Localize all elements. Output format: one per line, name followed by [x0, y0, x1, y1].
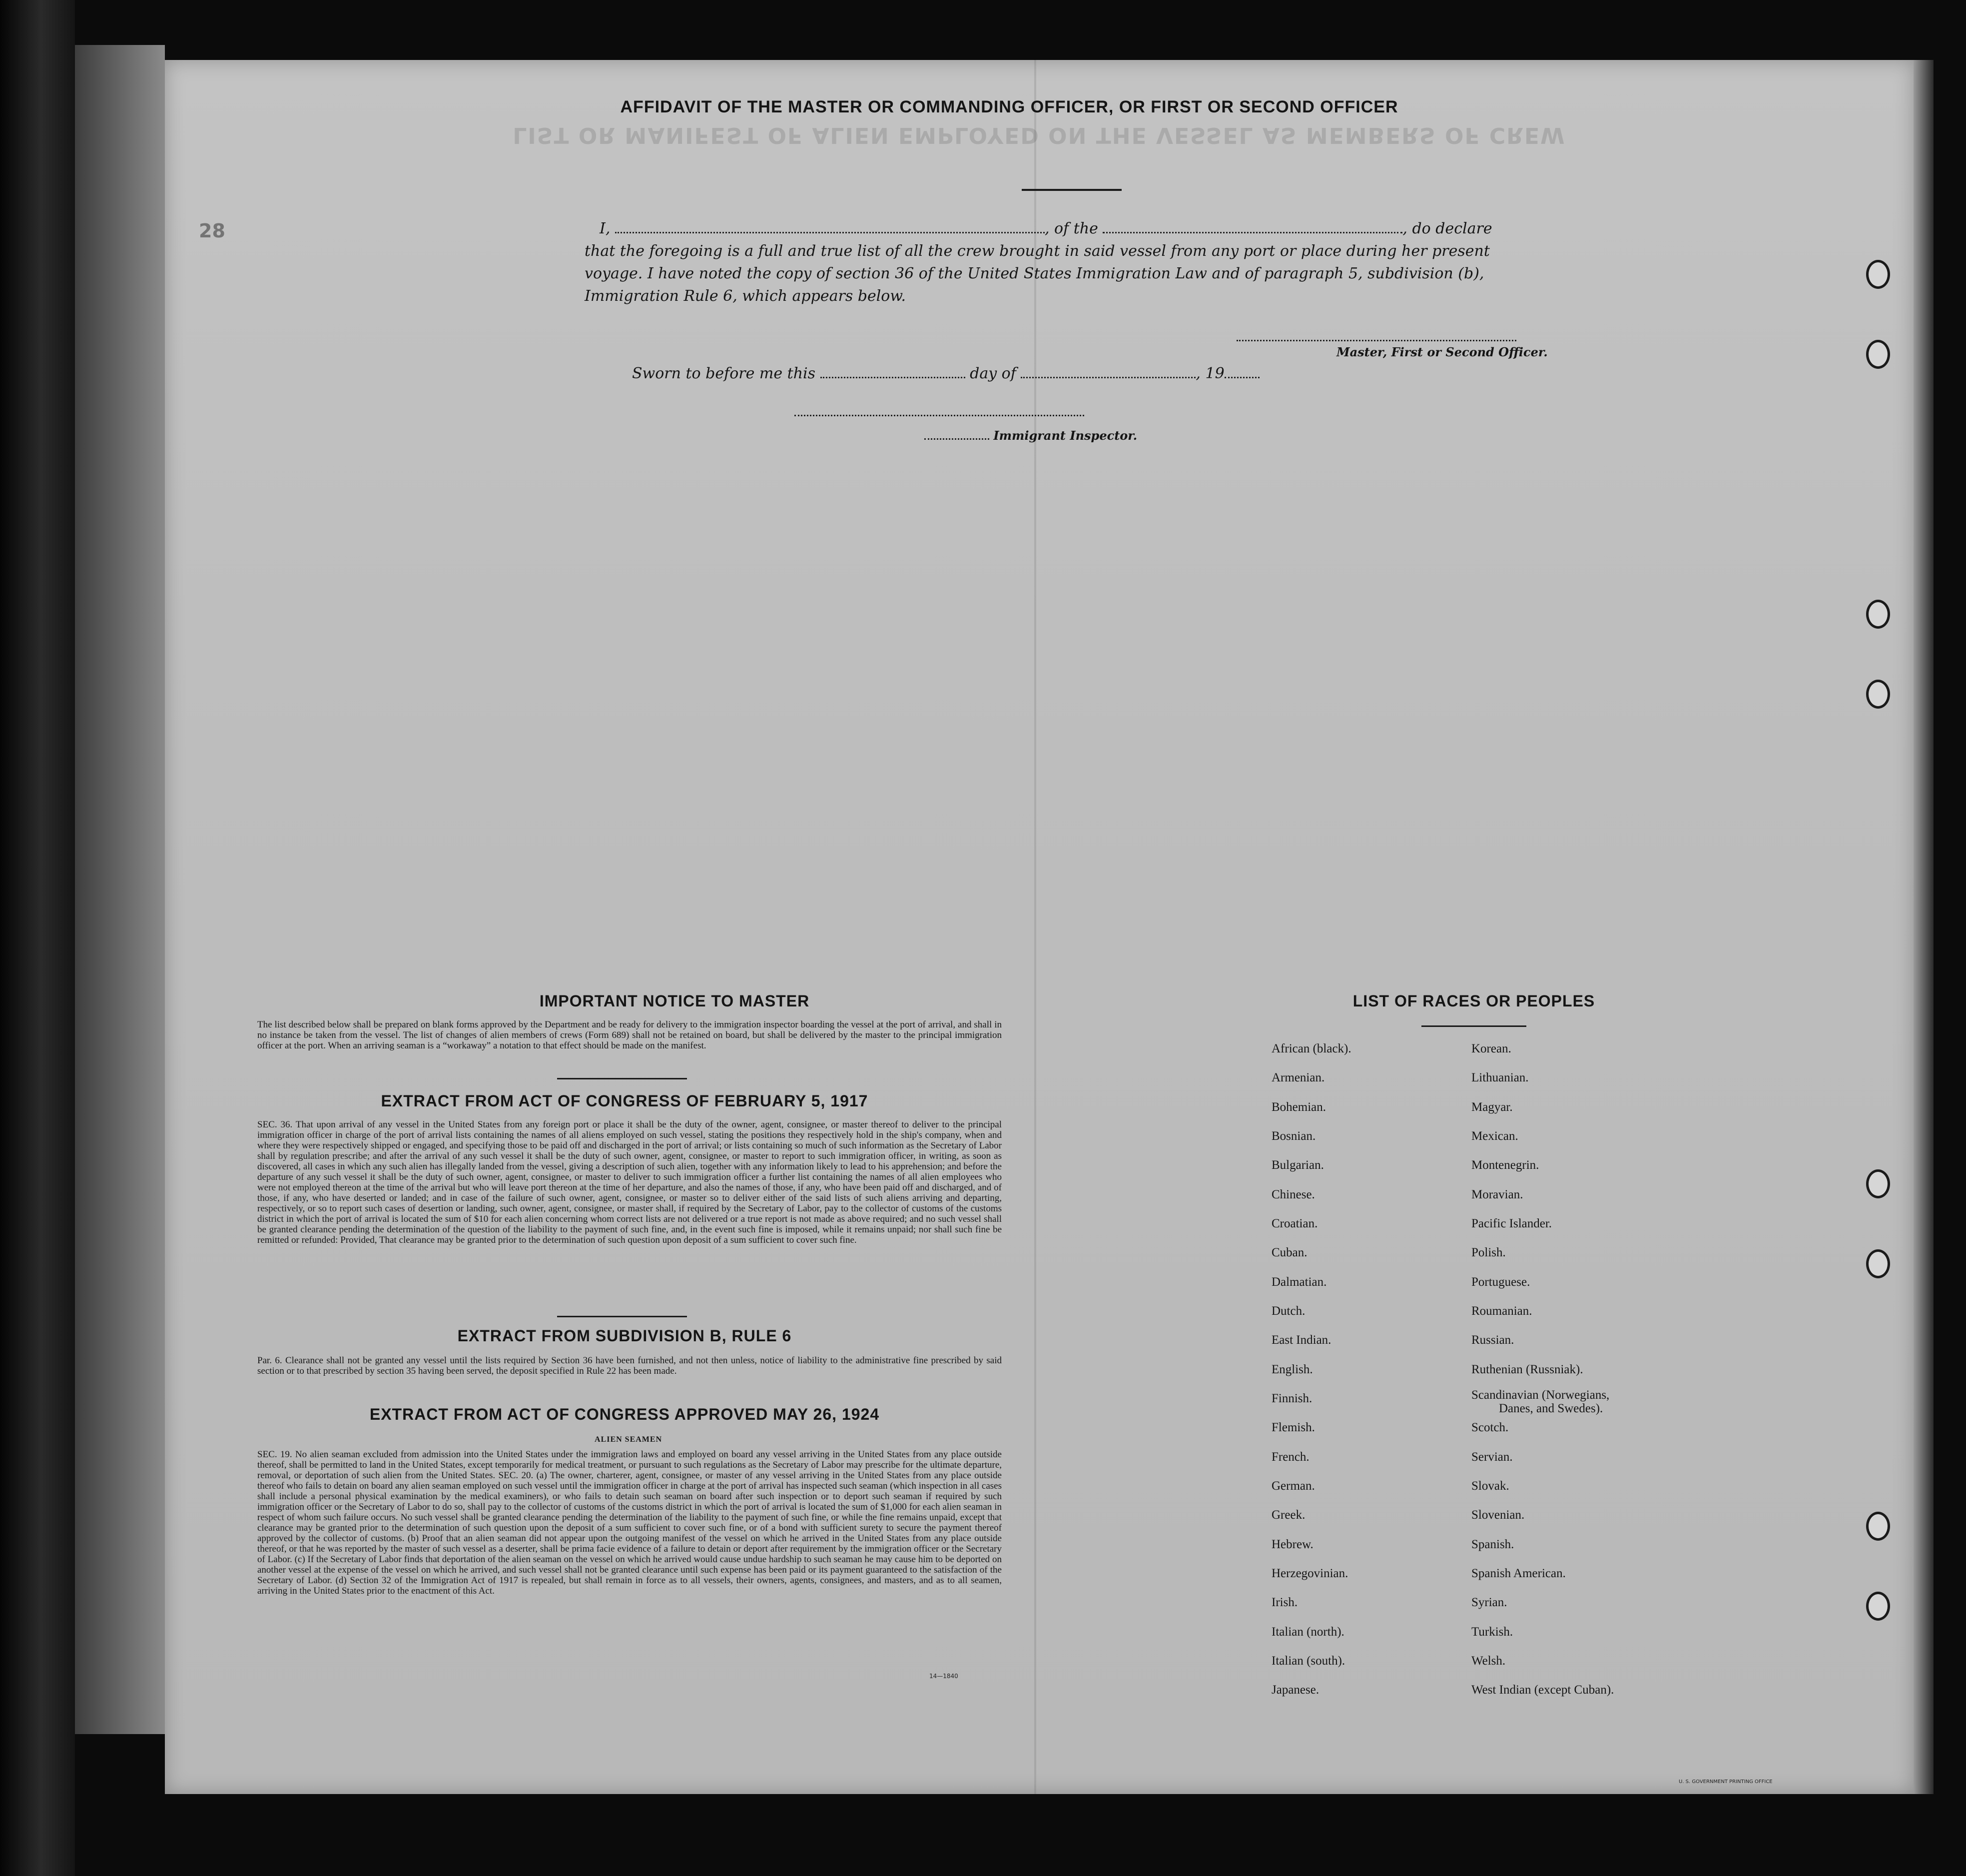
- film-edge: [0, 0, 75, 1876]
- race-item: Greek.: [1272, 1508, 1306, 1522]
- bleed-through-text: LIST OR MANIFEST OF ALIEN EMPLOYED ON THE VESSEL AS MEMBERS OF CREW: [513, 122, 1566, 148]
- race-item: Japanese.: [1272, 1683, 1319, 1697]
- race-item: Finnish.: [1272, 1392, 1312, 1405]
- race-item: Servian.: [1471, 1450, 1513, 1464]
- race-item: Cuban.: [1272, 1246, 1308, 1259]
- race-item: Italian (north).: [1272, 1625, 1344, 1639]
- race-item: English.: [1272, 1363, 1313, 1376]
- extract-1917-body: SEC. 36. That upon arrival of any vessel in the United States from any foreign port or place it shall be the duty of the owner, agent, consignee, or master thereof to deliver to the principal immigration officer in charge of the port of arrival lists containing the names of all aliens employed on such vessel, stating the positions they respectively hold in the ship's company, when and where they were respectively shipped or engaged, and specifying those to be paid off and discharged in the port of arrival; or lists containing so much of such information as the Secretary of Labor shall by regulation prescribe; and after the arrival of any such vessel it shall be the duty of such owner, agent, consignee, or master to report to such immigration officer, in writing, as soon as discovered, all cases in which any such alien has illegally landed from the vessel, giving a description of such alien, together with any information likely to lead to his apprehension; and before the departure of any such vessel it shall be the duty of such owner, agent, consignee, or master to deliver to such immigration officer a further list containing the names of all alien employees who were not employed thereon at the time of the arrival but who will leave port thereon at the time of her departure, and also the names of those, if any, who have been paid off and discharged, and of those, if any, who have deserted or landed; and in case of the failure of such owner, agent, consignee, or master so to deliver either of the said lists of such aliens arriving and departing, respectively, or so to report such cases of desertion or landing, such owner, agent, consignee, or master shall, if required by the Secretary of Labor, pay to the collector of customs of the customs district in which the port of arrival is located the sum of $10 for each alien concerning whom correct lists are not delivered or a true report is not made as above required; and no such vessel shall be granted clearance pending the determination of the question of the liability to the payment of such fine, and, in the event such fine is imposed, while it remains unpaid; nor shall such fine be remitted or refunded: Provided, That clearance may be granted prior to the determination of such question upon deposit of a sum sufficient to cover such fine.: [257, 1119, 1002, 1245]
- race-item: Portuguese.: [1471, 1275, 1530, 1289]
- section-rule: [1421, 1025, 1526, 1027]
- sworn-line: [632, 365, 1260, 382]
- race-item: Flemish.: [1272, 1421, 1315, 1434]
- sworn-day-blank[interactable]: [820, 377, 965, 378]
- inspector-label-text: Immigrant Inspector.: [993, 428, 1138, 443]
- punch-hole: [1866, 680, 1890, 709]
- printer-mark: U. S. GOVERNMENT PRINTING OFFICE: [1679, 1779, 1773, 1785]
- race-item: Polish.: [1471, 1246, 1506, 1259]
- inspector-lead-dots: [924, 438, 989, 440]
- title-rule: [1022, 189, 1122, 191]
- of-the: , of the: [1044, 220, 1098, 237]
- race-item: Dutch.: [1272, 1304, 1306, 1318]
- do-declare: , do declare: [1402, 220, 1492, 237]
- extract-rule6-title: EXTRACT FROM SUBDIVISION B, RULE 6: [457, 1327, 792, 1345]
- affidavit-title: AFFIDAVIT OF THE MASTER OR COMMANDING OFFICER, OR FIRST OR SECOND OFFICER: [620, 97, 1398, 116]
- race-item: Scotch.: [1471, 1421, 1509, 1434]
- section-rule: [557, 1078, 687, 1079]
- page-fold: [1034, 60, 1036, 1794]
- race-item: Welsh.: [1471, 1654, 1506, 1668]
- punch-hole: [1866, 1249, 1890, 1278]
- race-item: Pacific Islander.: [1471, 1217, 1552, 1230]
- race-item: Bosnian.: [1272, 1129, 1316, 1143]
- inspector-label: [924, 428, 1137, 443]
- name-blank[interactable]: [615, 232, 1045, 233]
- sworn-text: Sworn to before me this: [632, 365, 816, 382]
- master-signature-line[interactable]: [1237, 340, 1516, 341]
- punch-hole: [1866, 1169, 1890, 1198]
- race-item: German.: [1272, 1479, 1315, 1493]
- race-item: Spanish.: [1471, 1538, 1514, 1551]
- paper-edge-shadow: [1914, 60, 1934, 1794]
- race-item: Ruthenian (Russniak).: [1471, 1363, 1583, 1376]
- race-item: African (black).: [1272, 1042, 1351, 1055]
- master-signature-label: Master, First or Second Officer.: [1336, 345, 1548, 359]
- race-item: East Indian.: [1272, 1333, 1331, 1347]
- race-item: Irish.: [1272, 1596, 1298, 1609]
- form-code: 14—1840: [929, 1673, 958, 1680]
- race-item: Slovenian.: [1471, 1508, 1525, 1522]
- extract-1917-title: EXTRACT FROM ACT OF CONGRESS OF FEBRUARY 5, 1917: [381, 1092, 868, 1110]
- extract-1924-body: SEC. 19. No alien seaman excluded from admission into the United States under the immigration laws and employed on board any vessel arriving in the United States from any place outside thereof, shall be permitted to land in the United States, except temporarily for medical treatment, or pursuant to such regulations as the Secretary of Labor may prescribe for the ultimate departure, removal, or deportation of such alien from the United States. SEC. 20. (a) The owner, charterer, agent, consignee, or master of any vessel arriving in the United States from any place outside thereof who fails to detain on board any alien seaman employed on such vessel until the immigration officer in charge at the port of arrival has inspected such seaman (which inspection in all cases shall include a personal physical examination by the medical examiners), or who fails to detain such seaman on board after such inspection or to deport such seaman if required by such immigration officer or the Secretary of Labor to do so, shall pay to the collector of customs of the customs district in which the port of arrival is located the sum of $1,000 for each alien seaman in respect of whom such failure occurs. No such vessel shall be granted clearance pending the determination of the liability to the payment of such fine, or while the fine remains unpaid, except that clearance may be granted prior to the determination of such question upon the deposit of a sum sufficient to cover such fine, or of a bond with sufficient surety to secure the payment thereof approved by the collector of customs. (b) Proof that an alien seaman did not appear upon the outgoing manifest of the vessel on which he arrived in the United States from any place outside thereof, or that he was reported by the master of such vessel as a deserter, shall be prima facie evidence of a failure to detain or deport after requirement by the immigration officer or the Secretary of Labor. (c) If the Secretary of Labor finds that deportation of the alien seaman on the vessel on which he arrived would cause undue hardship to such seaman he may cause him to be deported on another vessel at the expense of the vessel on which he arrived, and such vessel shall not be granted clearance until such expense has been paid or its payment guaranteed to the satisfaction of the Secretary of Labor. (d) Section 32 of the Immigration Act of 1917 is repealed, but shall remain in force as to all vessels, their owners, agents, consignees, and masters, and as to all seamen, arriving in the United States prior to the enactment of this Act.: [257, 1449, 1002, 1596]
- race-item: Montenegrin.: [1471, 1158, 1539, 1172]
- notice-body: The list described below shall be prepared on blank forms approved by the Department and be ready for delivery to the immigration inspector boarding the vessel at the port of arrival, and shall in no instance be taken from the vessel. The list of changes of alien members of crews (Form 689) shall not be retained on board, but shall be delivered by the master to the principal immigration officer at the port. When an arriving seaman is a “workaway” a notation to that effect should be made on the manifest.: [257, 1019, 1002, 1051]
- race-item: Spanish American.: [1471, 1567, 1566, 1580]
- race-item: Lithuanian.: [1471, 1071, 1529, 1084]
- margin-number: 28: [199, 220, 225, 242]
- punch-hole: [1866, 1512, 1890, 1541]
- race-item: Russian.: [1471, 1333, 1514, 1347]
- punch-hole: [1866, 600, 1890, 629]
- race-item: Syrian.: [1471, 1596, 1507, 1609]
- race-item: Danes, and Swedes).: [1499, 1402, 1603, 1415]
- punch-hole: [1866, 1592, 1890, 1621]
- affidavit-line-4: Immigration Rule 6, which appears below.: [585, 287, 906, 305]
- page-underlay: [75, 45, 165, 1734]
- year-prefix: , 19: [1196, 365, 1225, 382]
- affidavit-i: I,: [600, 220, 611, 237]
- race-item: Slovak.: [1471, 1479, 1509, 1493]
- extract-1924-title: EXTRACT FROM ACT OF CONGRESS APPROVED MAY 26, 1924: [369, 1405, 880, 1423]
- race-item: Scandinavian (Norwegians,: [1471, 1388, 1610, 1402]
- race-item: Bulgarian.: [1272, 1158, 1324, 1172]
- affidavit-line-1: [600, 220, 1492, 237]
- race-item: Bohemian.: [1272, 1100, 1326, 1114]
- day-of: day of: [970, 365, 1016, 382]
- race-item: French.: [1272, 1450, 1310, 1464]
- vessel-blank[interactable]: [1103, 232, 1402, 233]
- sworn-month-blank[interactable]: [1021, 377, 1196, 378]
- race-item: Korean.: [1471, 1042, 1511, 1055]
- race-item: Armenian.: [1272, 1071, 1325, 1084]
- race-item: Roumanian.: [1471, 1304, 1532, 1318]
- punch-hole: [1866, 340, 1890, 369]
- race-item: Turkish.: [1471, 1625, 1513, 1639]
- race-item: Chinese.: [1272, 1188, 1315, 1201]
- race-item: Magyar.: [1471, 1100, 1513, 1114]
- extract-rule6-body: Par. 6. Clearance shall not be granted any vessel until the lists required by Section 36 have been furnished, and not then unless, notice of liability to the administrative fine prescribed by said section or to that prescribed by section 35 having been served, the deposit specified in Rule 22 has been made.: [257, 1355, 1002, 1376]
- alien-seamen-subtitle: ALIEN SEAMEN: [595, 1435, 662, 1444]
- punch-hole: [1866, 260, 1890, 289]
- race-item: Moravian.: [1471, 1188, 1523, 1201]
- races-title: LIST OF RACES OR PEOPLES: [1352, 992, 1595, 1010]
- sworn-year-blank[interactable]: [1225, 377, 1260, 378]
- race-item: Croatian.: [1272, 1217, 1318, 1230]
- notice-title: IMPORTANT NOTICE TO MASTER: [539, 992, 810, 1010]
- affidavit-line-3: voyage. I have noted the copy of section 36 of the United States Immigration Law and of paragraph 5, subdivision (b),: [585, 265, 1484, 282]
- race-item: West Indian (except Cuban).: [1471, 1683, 1614, 1697]
- affidavit-line-2: that the foregoing is a full and true list of all the crew brought in said vessel from any port or place during her present: [585, 242, 1490, 260]
- race-item: Mexican.: [1471, 1129, 1518, 1143]
- inspector-signature-line[interactable]: [794, 415, 1084, 416]
- race-item: Dalmatian.: [1272, 1275, 1327, 1289]
- race-item: Herzegovinian.: [1272, 1567, 1348, 1580]
- race-item: Italian (south).: [1272, 1654, 1345, 1668]
- section-rule: [557, 1316, 687, 1317]
- race-item: Hebrew.: [1272, 1538, 1313, 1551]
